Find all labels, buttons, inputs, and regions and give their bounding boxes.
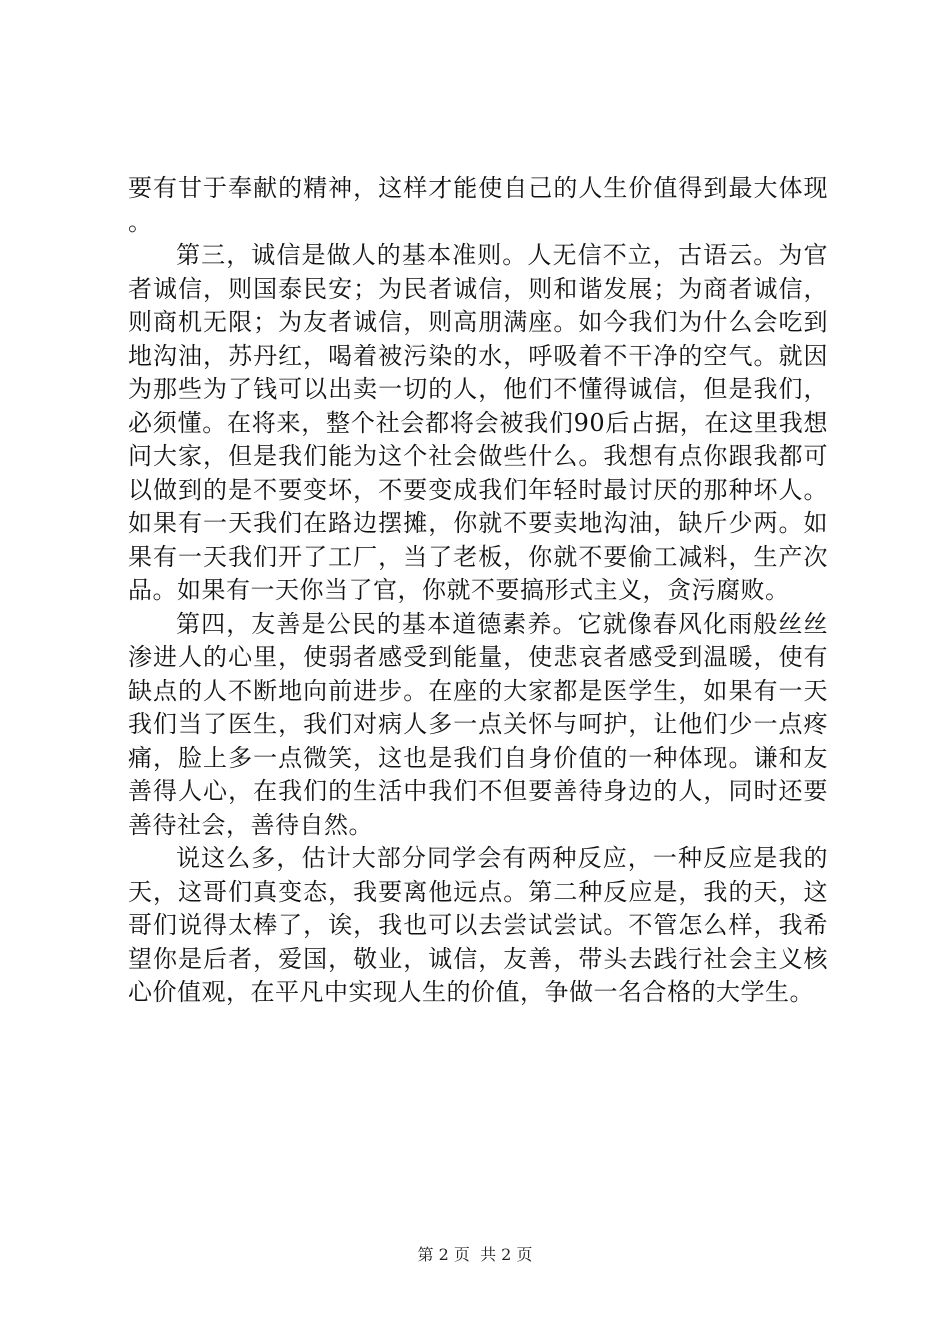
document-body — [128, 172, 828, 1010]
paragraph-continuation: 要有甘于奉献的精神，这样才能使自己的人生价值得到最大体现。 — [128, 174, 828, 236]
paragraph-third-point: 第三，诚信是做人的基本准则。人无信不立，古语云。为官者诚信，则国泰民安；为民者诚信，则和谐发展；为商者诚信，则商机无限；为友者诚信，则高朋满座。如今我们为什么会吃到地沟油，苏丹红，喝着被污染的水，呼吸着不干净的空气。就因为那些为了钱可以出卖一切的人，他们不懂得诚信，但是我们，必须懂。在将来，整个社会都将会被我们90后占据，在这里我想问大家，但是我们能为这个社会做些什么。我想有点你跟我都可以做到的是不要变坏，不要变成我们年轻时最讨厌的那种坏人。如果有一天我们在路边摆摊，你就不要卖地沟油，缺斤少两。如果有一天我们开了工厂，当了老板，你就不要偷工减料，生产次品。如果有一天你当了官，你就不要搞形式主义，贪污腐败。 — [128, 241, 828, 604]
page-footer: 第 2 页 共 2 页 — [417, 1245, 533, 1264]
paragraph-fourth-point: 第四，友善是公民的基本道德素养。它就像春风化雨般丝丝渗进人的心里，使弱者感受到能量，使悲哀者感受到温暖，使有缺点的人不断地向前进步。在座的大家都是医学生，如果有一天我们当了医生，我们对病人多一点关怀与呵护，让他们少一点疼痛，脸上多一点微笑，这也是我们自身价值的一种体现。谦和友善得人心，在我们的生活中我们不但要善待身边的人，同时还要善待社会，善待自然。 — [128, 609, 828, 839]
paragraph-conclusion: 说这么多，估计大部分同学会有两种反应，一种反应是我的天，这哥们真变态，我要离他远点。第二种反应是，我的天，这哥们说得太棒了，诶，我也可以去尝试尝试。不管怎么样，我希望你是后者，爱国，敬业，诚信，友善，带头去践行社会主义核心价值观，在平凡中实现人生的价值，争做一名合格的大学生。 — [128, 844, 828, 1006]
